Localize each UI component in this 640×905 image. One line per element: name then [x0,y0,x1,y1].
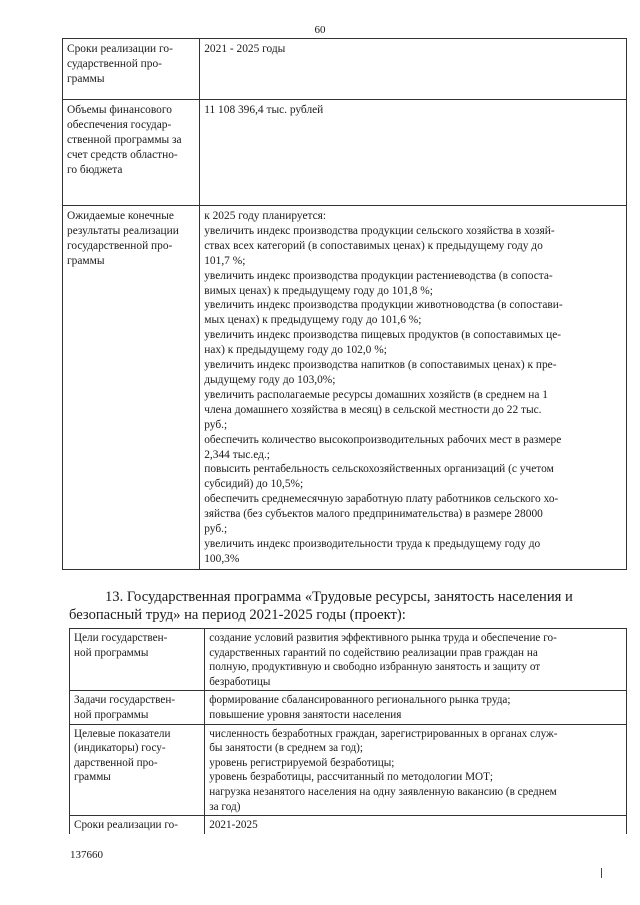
row-value: 11 108 396,4 тыс. рублей [200,100,627,206]
row-label: Сроки реализации го- [70,816,205,834]
program-table-2 [69,628,627,834]
row-value: создание условий развития эффективного рынка труда и обеспечение го- сударственных гарантий по содействию реализации прав граждан на полную, продуктивную и свободно избранную занятость и защиту от безработицы [205,629,627,691]
table-row [70,691,627,724]
row-value: к 2025 году планируется: увеличить индекс производства продукции сельского хозяйства в хозяй- ствах всех категорий (в сопоставимых ценах) к предыдущему году до 101,7 %; увеличить индекс производства продукции растениеводства (в сопоста- вимых ценах) к предыдущему году до 101,8 %; увеличить индекс производства продукции животноводства (в сопостави- мых ценах) к предыдущему году до 101,6 %; увеличить индекс производства пищевых продуктов (в сопоставимых це- нах) к предыдущему году до 102,0 %; увеличить индекс производства напитков (в сопоставимых ценах) к пре- дыдущему году до 103,0%; увеличить располагаемые ресурсы домашних хозяйств (в среднем на 1 члена домашнего хозяйства в месяц) в сельской местности до 22 тыс. руб.; обеспечить количество высокопроизводительных рабочих мест в размере 2,344 тыс.ед.; повысить рентабельность сельскохозяйственных организаций (с учетом субсидий) до 10,5%; обеспечить среднемесячную заработную плату работников сельского хо- зяйства (без субъектов малого предпринимательства) в размере 28000 руб.; увеличить индекс производительности труда к предыдущему году до 100,3% [200,206,627,570]
table-row [63,206,627,570]
table-row [70,629,627,691]
table-row [70,816,627,834]
row-label: Задачи государствен- ной программы [70,691,205,724]
table-row [63,100,627,206]
row-label: Ожидаемые конечные результаты реализации государственной про- граммы [63,206,200,570]
program-table-1 [62,38,627,570]
row-value: численность безработных граждан, зарегистрированных в органах служ- бы занятости (в среднем за год); уровень регистрируемой безработицы; уровень безработицы, рассчитанный по методологии МОТ; нагрузка незанятого населения на одну заявленную вакансию (в среднем за год) [205,724,627,816]
row-label: Целевые показатели (индикаторы) госу- дарственной про- граммы [70,724,205,816]
row-label: Сроки реализации го- сударственной про- граммы [63,39,200,100]
section-heading: 13. Государственная программа «Трудовые ресурсы, занятость населения и безопасный труд» на период 2021-2025 годы (проект): [69,589,573,623]
margin-mark [601,868,602,878]
row-label: Цели государствен- ной программы [70,629,205,691]
page-number: 60 [314,24,326,36]
row-value: 2021-2025 [205,816,627,834]
row-value: формирование сбалансированного регионального рынка труда; повышение уровня занятости населения [205,691,627,724]
table-row [70,724,627,816]
row-label: Объемы финансового обеспечения государ- ственной программы за счет средств областно- го бюджета [63,100,200,206]
document-code: 137660 [70,849,103,861]
row-value: 2021 - 2025 годы [200,39,627,100]
table-row [63,39,627,100]
